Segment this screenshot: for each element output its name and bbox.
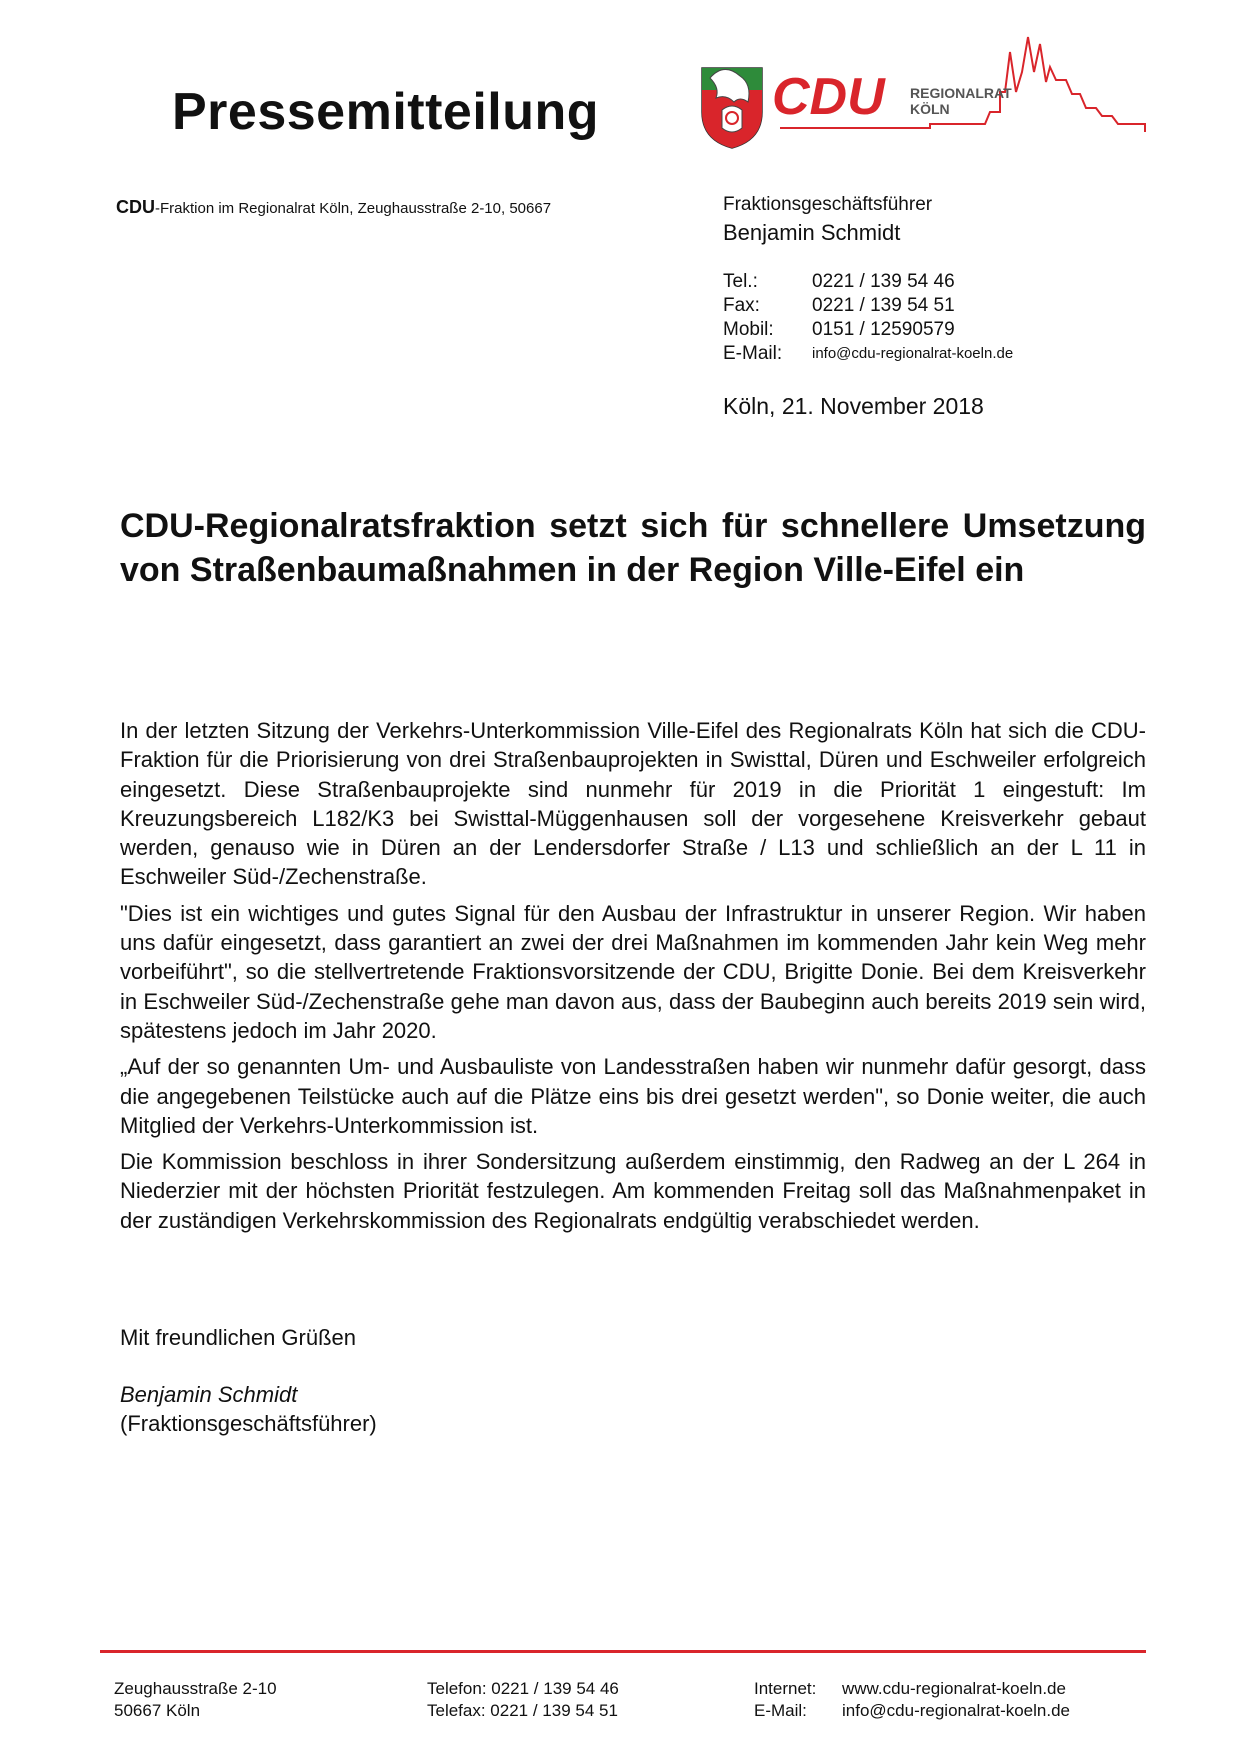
contact-block [723,270,1013,366]
signature-name: Benjamin Schmidt [120,1382,298,1407]
footer-internet-row [754,1678,1070,1700]
footer-divider [100,1650,1146,1653]
sender-org-rest: -Fraktion im Regionalrat Köln, Zeughausstraße 2-10, 50667 [155,200,552,217]
page-title: Pressemitteilung [172,83,600,141]
cdu-logo-text: CDU [772,68,885,126]
contact-name: Benjamin Schmidt [723,220,901,245]
contact-mobil-row [723,318,1013,342]
sender-address [116,197,551,218]
contact-fax-row [723,294,1013,318]
logo-sub-koeln: KÖLN [910,101,950,117]
mobil-value: 0151 / 12590579 [812,319,955,340]
logo-sub-regionalrat: REGIONALRAT [910,85,1012,101]
signature-role: (Fraktionsgeschäftsführer) [120,1411,377,1436]
footer-web [754,1678,1070,1722]
cdu-regionalrat-logo [700,32,1150,152]
footer-address [114,1678,277,1722]
fax-label: Fax: [723,295,760,316]
footer-telefon: Telefon: 0221 / 139 54 46 [427,1679,619,1698]
body-paragraph-2: "Dies ist ein wichtiges und gutes Signal für den Ausbau der Infrastruktur in unserer Region. Wir haben uns dafür eingesetzt, dass garantiert an zwei der drei Maßnahmen im kommenden Jahr kein Weg mehr vorbeiführt", so die stellvertretende Fraktionsvorsitzende der CDU, Brigitte Donie. Bei dem Kreisverkehr in Eschweiler Süd-/Zechenstraße gehe man davon aus, dass der Baubeginn auch bereits 2019 sein wird, spätestens jedoch im Jahr 2020. [120,900,1146,1043]
email-value: info@cdu-regionalrat-koeln.de [812,345,1014,362]
press-headline: CDU-Regionalratsfraktion setzt sich für schnellere Umsetzung von Straßenbaumaßnahmen in der Region Ville-Eifel ein [120,507,1146,589]
body-paragraph-4: Die Kommission beschloss in ihrer Sondersitzung außerdem einstimmig, den Radweg an der L 264 in Niederzier mit der höchsten Priorität festzulegen. Am kommenden Freitag soll das Maßnahmenpaket in der zuständigen Verkehrskommission des Regionalrats endgültig verabschiedet werden. [120,1149,1146,1233]
mobil-label: Mobil: [723,319,774,340]
email-label: E-Mail: [723,343,783,364]
press-body [120,716,1146,1242]
tel-label: Tel.: [723,271,758,292]
contact-email-row [723,342,1013,366]
footer-phone [427,1678,619,1722]
fax-value: 0221 / 139 54 51 [812,295,955,316]
coat-of-arms-icon [702,68,762,148]
body-paragraph-1: In der letzten Sitzung der Verkehrs-Unterkommission Ville-Eifel des Regionalrats Köln hat sich die CDU-Fraktion für die Priorisierung von drei Straßenbauprojekten in Swisttal, Düren und Eschweiler erfolgreich eingesetzt. Diese Straßenbauprojekte sind nunmehr für 2019 in die Priorität 1 eingestuft: Im Kreuzungsbereich L182/K3 bei Swisttal-Müggenhausen soll der vorgesehene Kreisverkehr gebaut werden, genauso wie in Düren an der Lendersdorfer Straße / L13 und schließlich an der L 11 in Eschweiler Süd-/Zechenstraße. [120,718,1146,890]
sender-org-bold: CDU [116,197,155,217]
body-paragraph-3: „Auf der so genannten Um- und Ausbauliste von Landesstraßen haben wir nunmehr dafür gesorgt, dass die angegebenen Teilstücke auch auf die Plätze eins bis drei gesetzt werden", so Donie weiter, die auch Mitglied der Verkehrs-Unterkommission ist. [120,1054,1146,1138]
contact-role: Fraktionsgeschäftsführer [723,194,933,215]
footer-telefax: Telefax: 0221 / 139 54 51 [427,1701,618,1720]
footer-email-label: E-Mail: [754,1701,807,1720]
closing-greeting: Mit freundlichen Grüßen [120,1325,356,1350]
footer-internet-label: Internet: [754,1679,817,1698]
footer-email-link[interactable]: info@cdu-regionalrat-koeln.de [842,1701,1070,1720]
footer-city: 50667 Köln [114,1701,201,1720]
footer-internet-link[interactable]: www.cdu-regionalrat-koeln.de [842,1679,1066,1698]
footer-street: Zeughausstraße 2-10 [114,1679,277,1698]
footer-email-row [754,1700,1070,1722]
document-date: Köln, 21. November 2018 [723,393,984,419]
tel-value: 0221 / 139 54 46 [812,271,955,292]
contact-tel-row [723,270,1013,294]
